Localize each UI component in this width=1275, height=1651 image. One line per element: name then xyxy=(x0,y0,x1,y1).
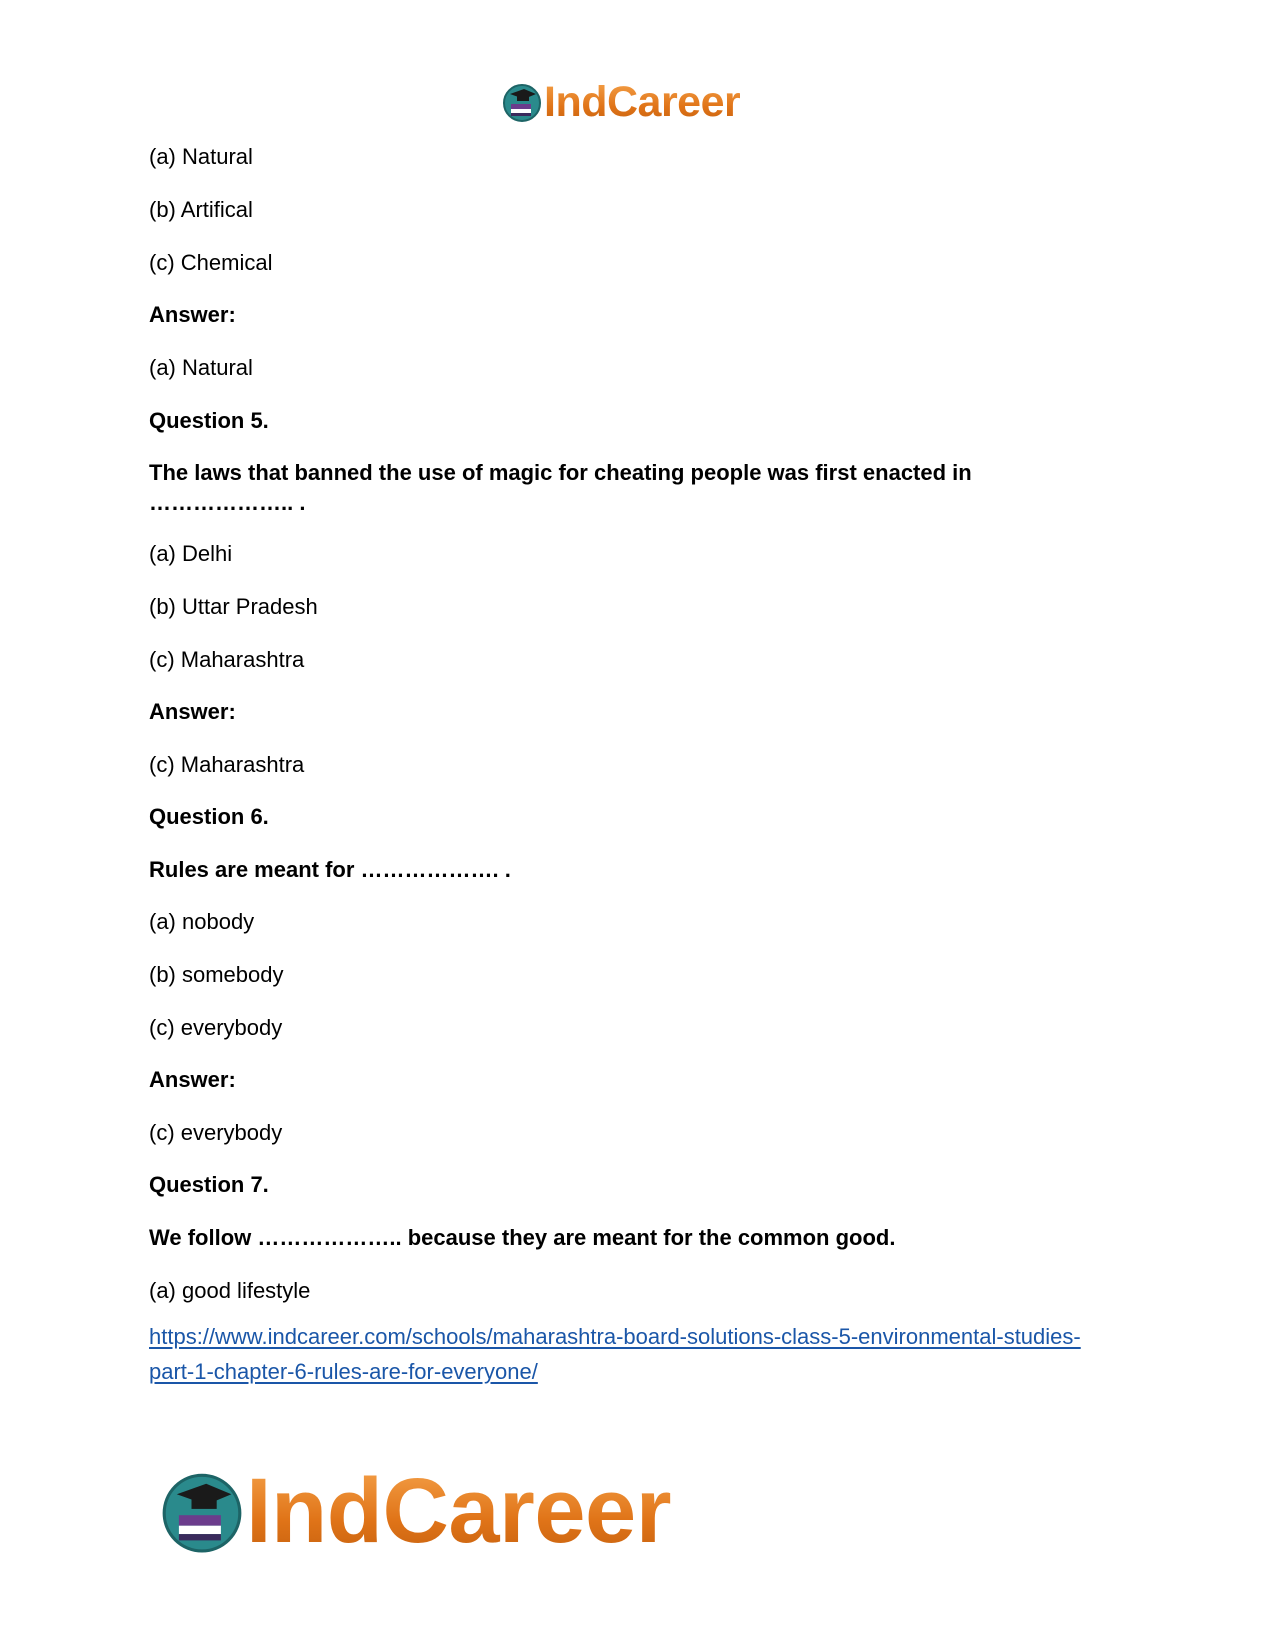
option-a-good-lifestyle: (a) good lifestyle xyxy=(149,1278,311,1303)
answer-text: (c) everybody xyxy=(149,1120,283,1145)
option-b-uttar-pradesh: (b) Uttar Pradesh xyxy=(149,594,318,619)
answer-text: (c) Maharashtra xyxy=(149,752,305,777)
answer-heading: Answer: xyxy=(149,699,236,724)
answer-heading: Answer: xyxy=(149,1067,236,1092)
question-5-text: The laws that banned the use of magic for cheating people was first enacted in xyxy=(149,460,972,485)
logo-globe-icon xyxy=(160,1469,244,1553)
option-a-natural: (a) Natural xyxy=(149,144,253,169)
option-c-everybody: (c) everybody xyxy=(149,1015,283,1040)
question-6-text: Rules are meant for ………………. . xyxy=(149,857,511,882)
question-6-heading: Question 6. xyxy=(149,804,269,829)
option-b-somebody: (b) somebody xyxy=(149,962,284,987)
answer-text: (a) Natural xyxy=(149,355,253,380)
footer-logo-text: IndCareer xyxy=(246,1460,671,1562)
header-logo xyxy=(502,77,741,126)
footer-logo xyxy=(160,1460,671,1562)
answer-heading: Answer: xyxy=(149,302,236,327)
source-link-line2[interactable]: part-1-chapter-6-rules-are-for-everyone/ xyxy=(149,1359,538,1384)
question-5-blank: ……………….. . xyxy=(149,490,306,515)
header-logo-text: IndCareer xyxy=(544,77,741,126)
option-a-delhi: (a) Delhi xyxy=(149,541,233,566)
option-a-nobody: (a) nobody xyxy=(149,909,255,934)
option-b-artifical: (b) Artifical xyxy=(149,197,253,222)
option-c-maharashtra: (c) Maharashtra xyxy=(149,647,305,672)
option-c-chemical: (c) Chemical xyxy=(149,250,273,275)
question-5-heading: Question 5. xyxy=(149,408,269,433)
source-link-line1[interactable]: https://www.indcareer.com/schools/maharashtra-board-solutions-class-5-environmental-studies- xyxy=(149,1324,1081,1349)
question-7-heading: Question 7. xyxy=(149,1172,269,1197)
question-7-text: We follow ……………….. because they are meant for the common good. xyxy=(149,1225,896,1250)
logo-globe-icon xyxy=(502,82,542,122)
